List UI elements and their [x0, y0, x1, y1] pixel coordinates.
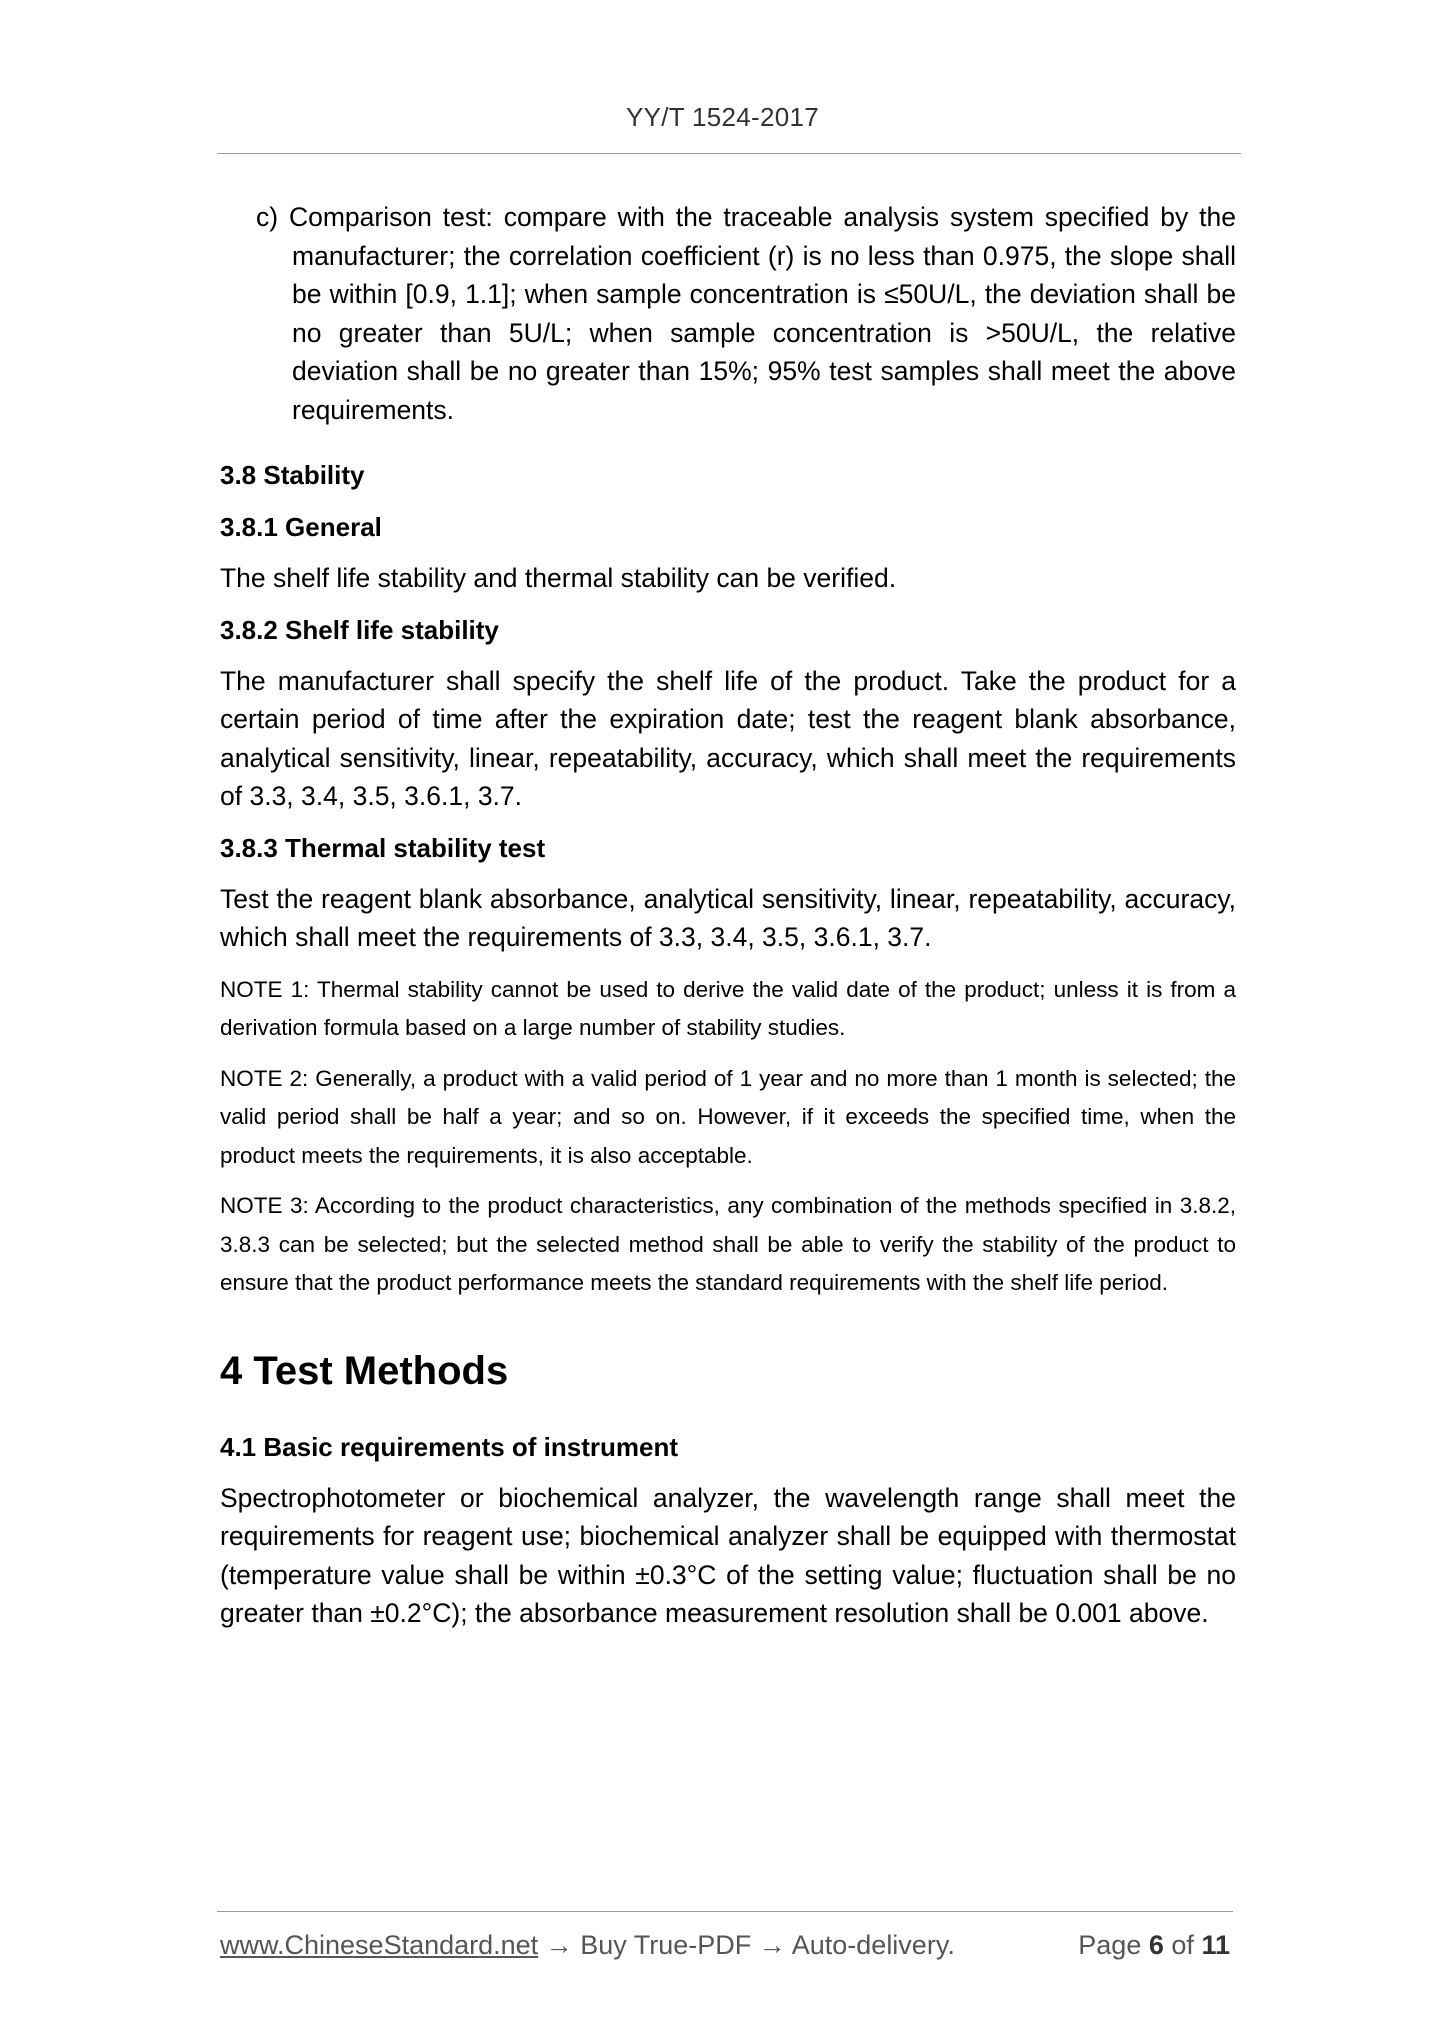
note-3: NOTE 3: According to the product characteristics, any combination of the methods specified in 3.8.2, 3.8.3 can be selected; but the selected method shall be able to verify the stability of the product to ensure that the product performance meets the standard requirements with the shelf life period.	[220, 1193, 1236, 1295]
page-total: 11	[1201, 1930, 1230, 1960]
note-1: NOTE 1: Thermal stability cannot be used to derive the valid date of the product; unless it is from a derivation formula based on a large number of stability studies.	[220, 976, 1236, 1040]
paragraph-3-8-2: The manufacturer shall specify the shelf life of the product. Take the product for a certain period of time after the expiration date; test the reagent blank absorbance, analytical sensitivity, linear, repeatability, accuracy, which shall meet the requirements of 3.3, 3.4, 3.5, 3.6.1, 3.7.	[220, 665, 1236, 811]
heading-4: 4 Test Methods	[220, 1348, 509, 1393]
note-2: NOTE 2: Generally, a product with a valid period of 1 year and no more than 1 month is selected; the valid period shall be half a year; and so on. However, if it exceeds the specified time, when the product meets the requirements, it is also acceptable.	[220, 1065, 1236, 1168]
of-label: of	[1171, 1930, 1194, 1960]
footer-promo-text: → Buy True-PDF → Auto-delivery.	[538, 1930, 955, 1960]
heading-3-8-2: 3.8.2 Shelf life stability	[220, 614, 499, 645]
page-content	[220, 198, 1236, 1633]
page-label: Page	[1078, 1930, 1142, 1960]
heading-3-8-3: 3.8.3 Thermal stability test	[220, 832, 546, 863]
paragraph-3-8-1: The shelf life stability and thermal stability can be verified.	[220, 563, 897, 593]
paragraph-4-1: Spectrophotometer or biochemical analyzer, the wavelength range shall meet the requirements for reagent use; biochemical analyzer shall be equipped with thermostat (temperature value shall be within ±0.3°C of the setting value; fluctuation shall be no greater than ±0.2°C); the absorbance measurement resolution shall be 0.001 above.	[220, 1482, 1236, 1628]
list-item-c: c) Comparison test: compare with the traceable analysis system specified by the manufacturer; the correlation coefficient (r) is no less than 0.975, the slope shall be within [0.9, 1.1]; when sample concentration is ≤50U/L, the deviation shall be no greater than 5U/L; when sample concentration is >50U/L, the relative deviation shall be no greater than 15%; 95% test samples shall meet the above requirements.	[256, 202, 1236, 425]
page-number	[1078, 1930, 1230, 1961]
header-divider	[217, 153, 1241, 154]
heading-3-8: 3.8 Stability	[220, 460, 365, 490]
paragraph-3-8-3: Test the reagent blank absorbance, analytical sensitivity, linear, repeatability, accuracy, which shall meet the requirements of 3.3, 3.4, 3.5, 3.6.1, 3.7.	[220, 883, 1236, 952]
page-header: YY/T 1524-2017	[625, 102, 820, 132]
heading-4-1: 4.1 Basic requirements of instrument	[220, 1431, 679, 1462]
footer-divider	[217, 1911, 1233, 1912]
website-link[interactable]: www.ChineseStandard.net	[220, 1930, 539, 1960]
heading-3-8-1: 3.8.1 General	[220, 512, 382, 542]
footer-promo	[220, 1930, 955, 1961]
page-current: 6	[1148, 1930, 1164, 1960]
